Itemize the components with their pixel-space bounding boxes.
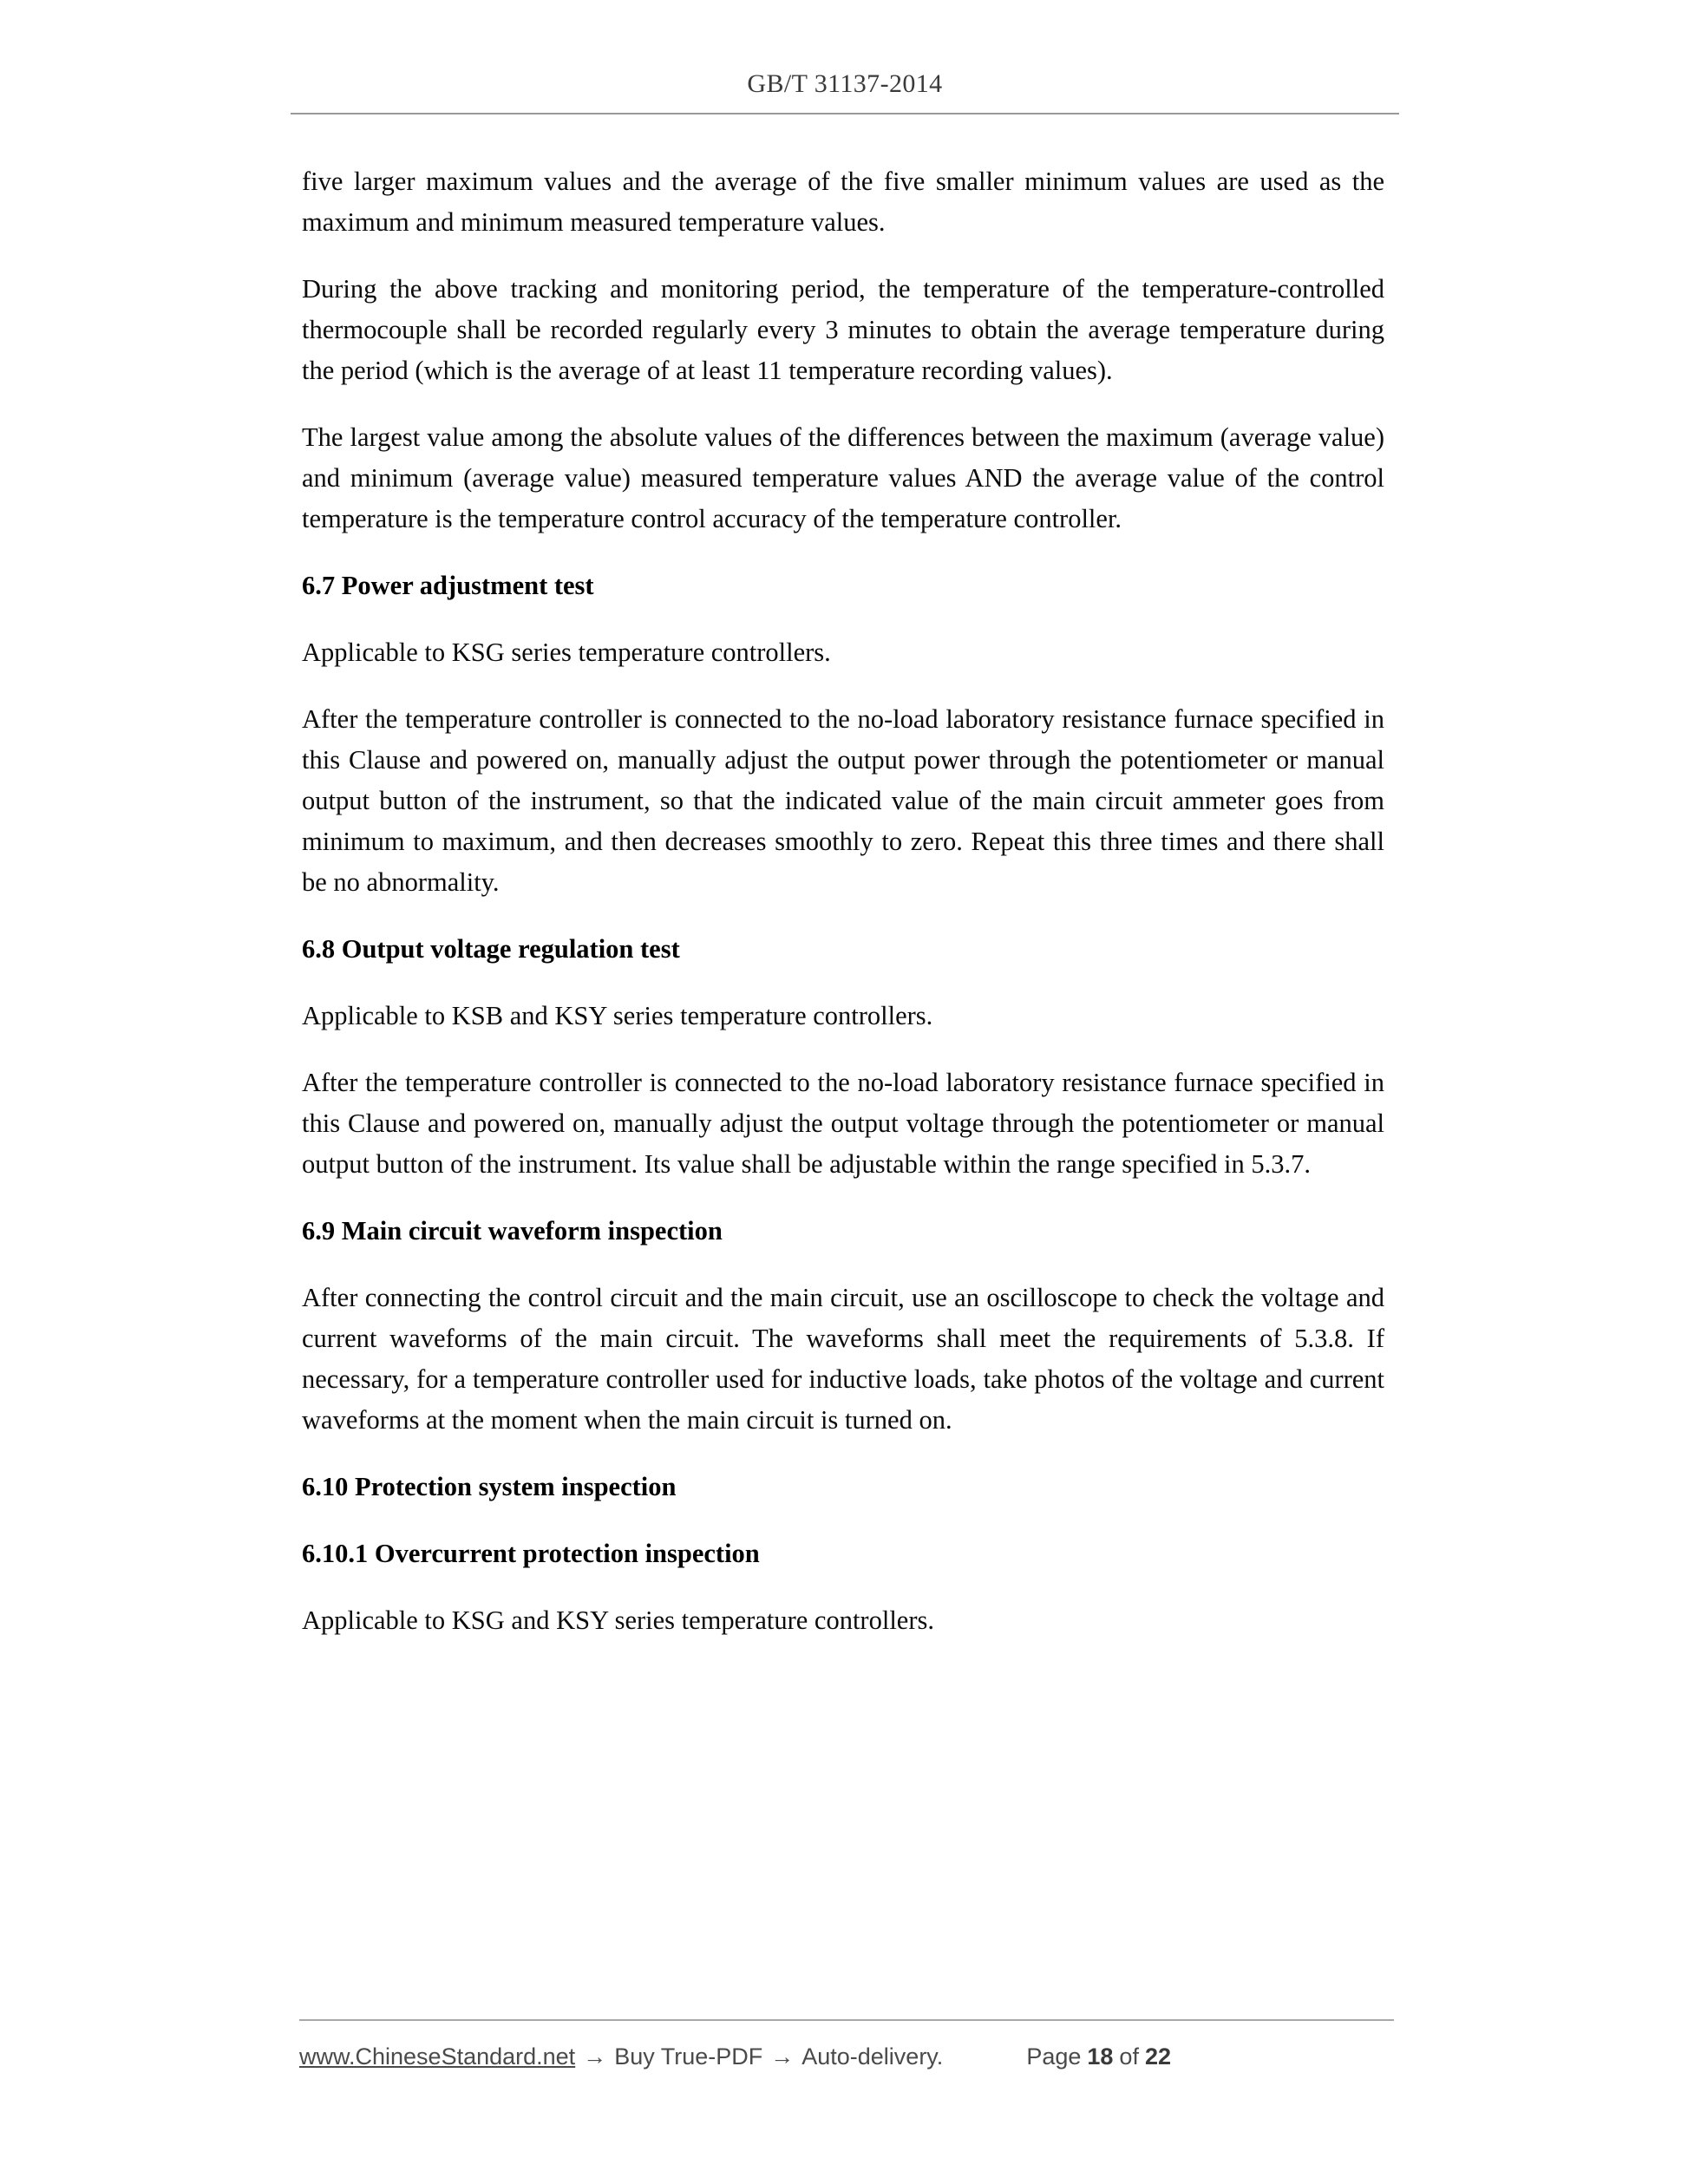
current-page-number: 18: [1087, 2043, 1114, 2070]
body-paragraph: After the temperature controller is connected to the no-load laboratory resistance furnace specified in this Clause and powered on, manually adjust the output power through the potentiometer or manual output button of the instrument, so that the indicated value of the main circuit ammeter goes from minimum to maximum, and then decreases smoothly to zero. Repeat this three times and there shall be no abnormality.: [302, 704, 1384, 897]
buy-true-pdf-label: Buy True-PDF: [614, 2043, 763, 2070]
of-label: of: [1119, 2043, 1139, 2070]
section-heading: 6.7 Power adjustment test: [302, 571, 594, 600]
body-paragraph: The largest value among the absolute values of the differences between the maximum (average value) and minimum (average value) measured temperature values AND the average value of the control temperature is the temperature control accuracy of the temperature controller.: [302, 422, 1384, 533]
page-label: Page: [1026, 2043, 1082, 2070]
standard-code-title: GB/T 31137-2014: [747, 69, 943, 98]
arrow-right-icon-1: →: [583, 2043, 607, 2070]
footer-content: [299, 2043, 1394, 2070]
header-divider: [291, 113, 1399, 114]
document-body: [302, 161, 1384, 1667]
section-heading: 6.8 Output voltage regulation test: [302, 934, 680, 964]
section-heading: 6.10.1 Overcurrent protection inspection: [302, 1539, 760, 1568]
page-header: [291, 69, 1399, 114]
body-paragraph: After connecting the control circuit and the main circuit, use an oscilloscope to check the voltage and current waveforms of the main circuit. The waveforms shall meet the requirements of 5.3.8. If necessary, for a temperature controller used for inductive loads, take photos of the voltage and current waveforms at the moment when the main circuit is turned on.: [302, 1283, 1384, 1435]
chinesestandard-link[interactable]: www.ChineseStandard.net: [299, 2043, 576, 2070]
auto-delivery-label: Auto-delivery.: [801, 2043, 944, 2070]
body-paragraph: Applicable to KSG series temperature controllers.: [302, 638, 831, 667]
page-indicator: [1026, 2043, 1171, 2070]
section-heading: 6.9 Main circuit waveform inspection: [302, 1216, 723, 1246]
section-heading: 6.10 Protection system inspection: [302, 1472, 677, 1501]
body-paragraph: five larger maximum values and the average of the five smaller minimum values are used as the maximum and minimum measured temperature values.: [302, 167, 1384, 237]
arrow-right-icon-2: →: [770, 2043, 795, 2070]
body-paragraph: Applicable to KSG and KSY series temperature controllers.: [302, 1605, 934, 1635]
total-page-number: 22: [1144, 2043, 1171, 2070]
body-paragraph: Applicable to KSB and KSY series temperature controllers.: [302, 1001, 933, 1030]
footer-divider: [299, 2019, 1394, 2021]
page-footer: [299, 2019, 1394, 2070]
body-paragraph: After the temperature controller is connected to the no-load laboratory resistance furnace specified in this Clause and powered on, manually adjust the output voltage through the potentiometer or manual output button of the instrument. Its value shall be adjustable within the range specified in 5.3.7.: [302, 1068, 1384, 1179]
body-paragraph: During the above tracking and monitoring period, the temperature of the temperature-controlled thermocouple shall be recorded regularly every 3 minutes to obtain the average temperature during the period (which is the average of at least 11 temperature recording values).: [302, 274, 1384, 385]
